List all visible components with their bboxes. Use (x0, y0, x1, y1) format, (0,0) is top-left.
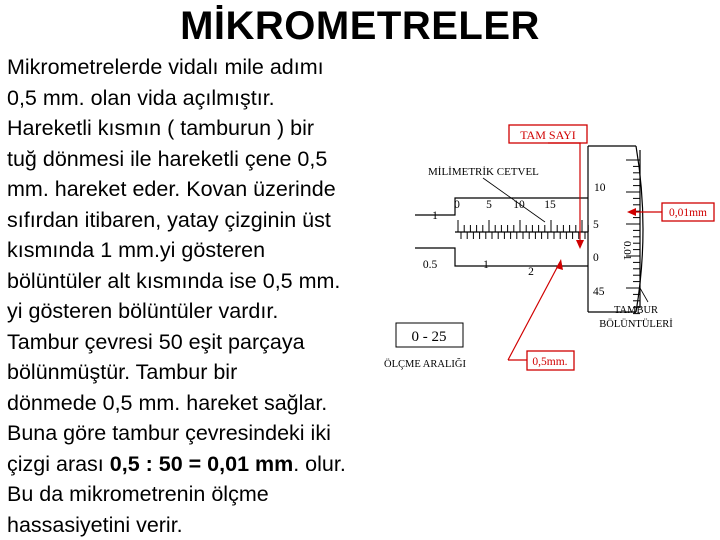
body-text (7, 52, 382, 540)
half-mm-label: 0,5mm. (532, 356, 568, 368)
body-line: 0,5 mm. olan vida açılmıştır. (7, 85, 275, 110)
micrometer-diagram (370, 112, 720, 380)
drum-tick-label: 10 (594, 182, 606, 194)
cetvel-pointer (483, 178, 545, 222)
drum-tick-label: 5 (593, 219, 599, 231)
body-line: yi gösteren bölüntüler vardır. (7, 299, 279, 323)
body-line: Hareketli kısmın ( tamburun ) bir (7, 116, 315, 140)
left-half-label: 0.5 (422, 259, 438, 271)
bolunturleri-label: BÖLÜNTÜLERİ (599, 319, 673, 330)
body-line: kısmında 1 mm.yi gösteren (7, 238, 266, 262)
hundredth-label: 0,01mm (668, 207, 708, 219)
drum-tick-label: 45 (593, 286, 605, 298)
body-line: mm. hareket eder. Kovan üzerinde (7, 177, 336, 201)
arrow-icon (627, 208, 636, 216)
upper-tick-label: 5 (486, 199, 492, 211)
lower-tick-label: 2 (528, 266, 534, 278)
body-line: dönmede 0,5 mm. hareket sağlar. (7, 390, 328, 415)
formula-suffix: . olur. (293, 451, 346, 476)
body-line: hassasiyetini verir. (7, 512, 183, 537)
drum-tick-label: 0 (593, 252, 599, 264)
body-line: Bu da mikrometrenin ölçme (7, 482, 269, 506)
body-line: Mikrometrelerde vidalı mile adımı (7, 55, 324, 79)
tam-sayi-pointer (548, 143, 580, 245)
tambur-label: TAMBUR (613, 305, 659, 316)
slide-title: MİKROMETRELER (180, 4, 540, 48)
body-line: bölünmüştür. Tambur bir (7, 360, 238, 384)
olcme-araligi-label: ÖLÇME ARALIĞI (384, 359, 466, 370)
formula-line (7, 449, 382, 480)
body-line: tuğ dönmesi ile hareketli çene 0,5 (7, 146, 328, 171)
milimetrik-cetvel-label: MİLİMETRİK CETVEL (428, 166, 539, 178)
body-line: Tambur çevresi 50 eşit parçaya (7, 329, 305, 354)
body-line: sıfırdan itibaren, yatay çizginin üst (7, 207, 331, 232)
half-mm-pointer (508, 262, 560, 360)
tambur-pointer (640, 288, 648, 302)
arrow-icon (576, 240, 584, 249)
left-one-label: 1 (432, 210, 438, 222)
tam-sayi-label: TAM SAYI (520, 128, 576, 142)
drum-ticks (626, 160, 640, 314)
body-line: Buna göre tambur çevresindeki iki (7, 421, 331, 445)
body-line: bölüntüler alt kısmında ise 0,5 mm. (7, 268, 341, 293)
sleeve-ticks (458, 220, 588, 239)
upper-tick-label: 10 (513, 199, 525, 211)
upper-tick-label: 0 (454, 199, 460, 211)
lower-tick-label: 1 (483, 259, 489, 271)
rotated-001-label: 0.01 (621, 241, 633, 261)
formula-prefix: çizgi arası (7, 451, 110, 476)
upper-tick-label: 15 (544, 199, 556, 211)
range-label: 0 - 25 (411, 329, 447, 345)
formula-bold: 0,5 : 50 = 0,01 mm (109, 451, 294, 476)
